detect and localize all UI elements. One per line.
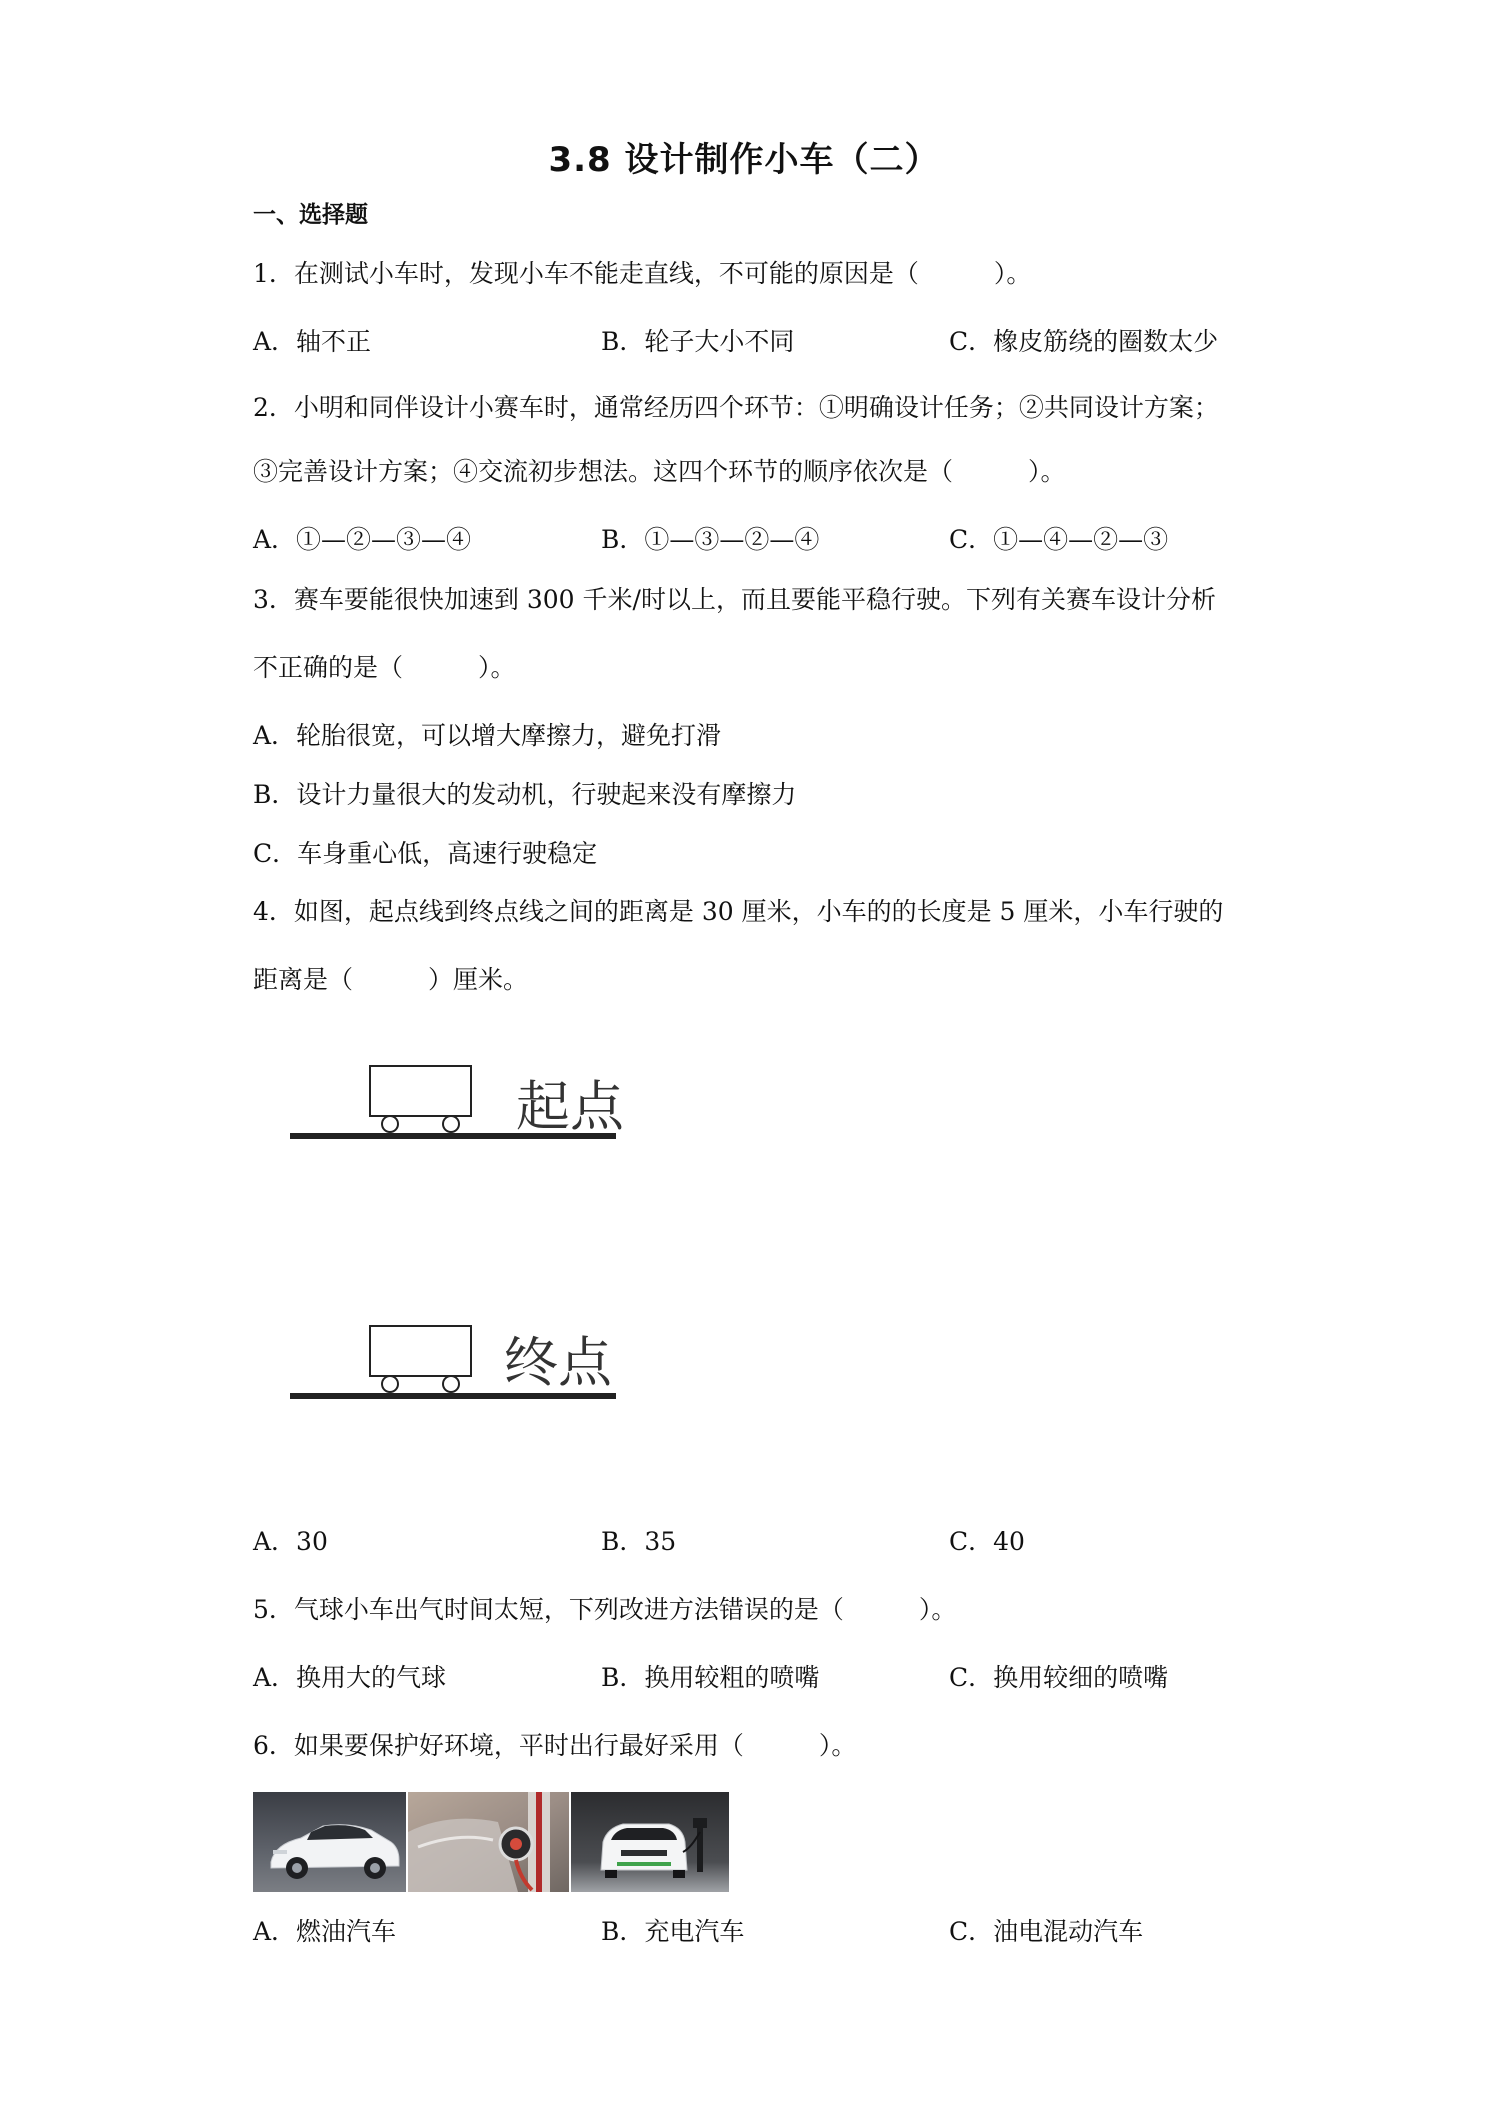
question-2-option-c: C．①—④—②—③ [949,525,1169,554]
question-2-option-b: B．①—③—②—④ [601,525,820,554]
end-line-figure [290,1322,630,1412]
question-2-option-a: A．①—②—③—④ [253,525,472,554]
question-3-option-a: A．轮胎很宽，可以增大摩擦力，避免打滑 [253,721,722,750]
white-sedan-image [253,1792,406,1892]
cart-wheel [443,1376,459,1392]
question-4-option-a: A．30 [253,1527,328,1556]
question-6-option-c: C．油电混动汽车 [949,1917,1144,1946]
end-label: 终点 [504,1331,612,1394]
question-3-option-c: C．车身重心低，高速行驶稳定 [253,839,598,868]
charging-port-image [408,1792,569,1892]
question-6-option-b: B．充电汽车 [601,1917,745,1946]
section-heading: 一、选择题 [253,202,368,228]
cart-body [370,1066,471,1116]
question-3-option-b: B．设计力量很大的发动机，行驶起来没有摩擦力 [253,780,797,809]
question-1-option-c: C．橡皮筋绕的圈数太少 [949,327,1219,356]
question-1-option-b: B．轮子大小不同 [601,327,795,356]
question-3-text-line-2: 不正确的是（ ）。 [253,653,516,682]
question-2-text-line-1: 2．小明和同伴设计小赛车时，通常经历四个环节：①明确设计任务；②共同设计方案； [253,393,1219,422]
page-title: 3.8 设计制作小车（二） [548,140,940,180]
cart-body [370,1326,471,1376]
suv-charging-photo [571,1792,729,1892]
question-1-text: 1．在测试小车时，发现小车不能走直线，不可能的原因是（ ）。 [253,259,1032,288]
question-5-option-b: B．换用较粗的喷嘴 [601,1663,820,1692]
charging-port-photo [408,1792,569,1892]
question-3-text-line-1: 3．赛车要能很快加速到 300 千米/时以上，而且要能平稳行驶。下列有关赛车设计分析 [253,585,1216,614]
question-6-option-a: A．燃油汽车 [253,1917,397,1946]
question-2-text-line-2: ③完善设计方案；④交流初步想法。这四个环节的顺序依次是（ ）。 [253,457,1066,486]
question-5-text: 5．气球小车出气时间太短，下列改进方法错误的是（ ）。 [253,1595,957,1624]
question-5-option-c: C．换用较细的喷嘴 [949,1663,1169,1692]
start-label: 起点 [516,1075,624,1138]
start-line-figure [290,1062,630,1152]
question-5-option-a: A．换用大的气球 [253,1663,447,1692]
question-1-option-a: A．轴不正 [253,327,372,356]
cart-wheel [382,1116,398,1132]
question-4-text-line-2: 距离是（ ）厘米。 [253,965,529,994]
suv-charging-image [571,1792,729,1892]
question-4-option-c: C．40 [949,1527,1025,1556]
cart-wheel [443,1116,459,1132]
white-sedan-photo [253,1792,406,1892]
question-4-option-b: B．35 [601,1527,677,1556]
cart-wheel [382,1376,398,1392]
question-6-text: 6．如果要保护好环境，平时出行最好采用（ ）。 [253,1731,857,1760]
question-4-text-line-1: 4．如图，起点线到终点线之间的距离是 30 厘米，小车的的长度是 5 厘米，小车行驶的 [253,897,1224,926]
